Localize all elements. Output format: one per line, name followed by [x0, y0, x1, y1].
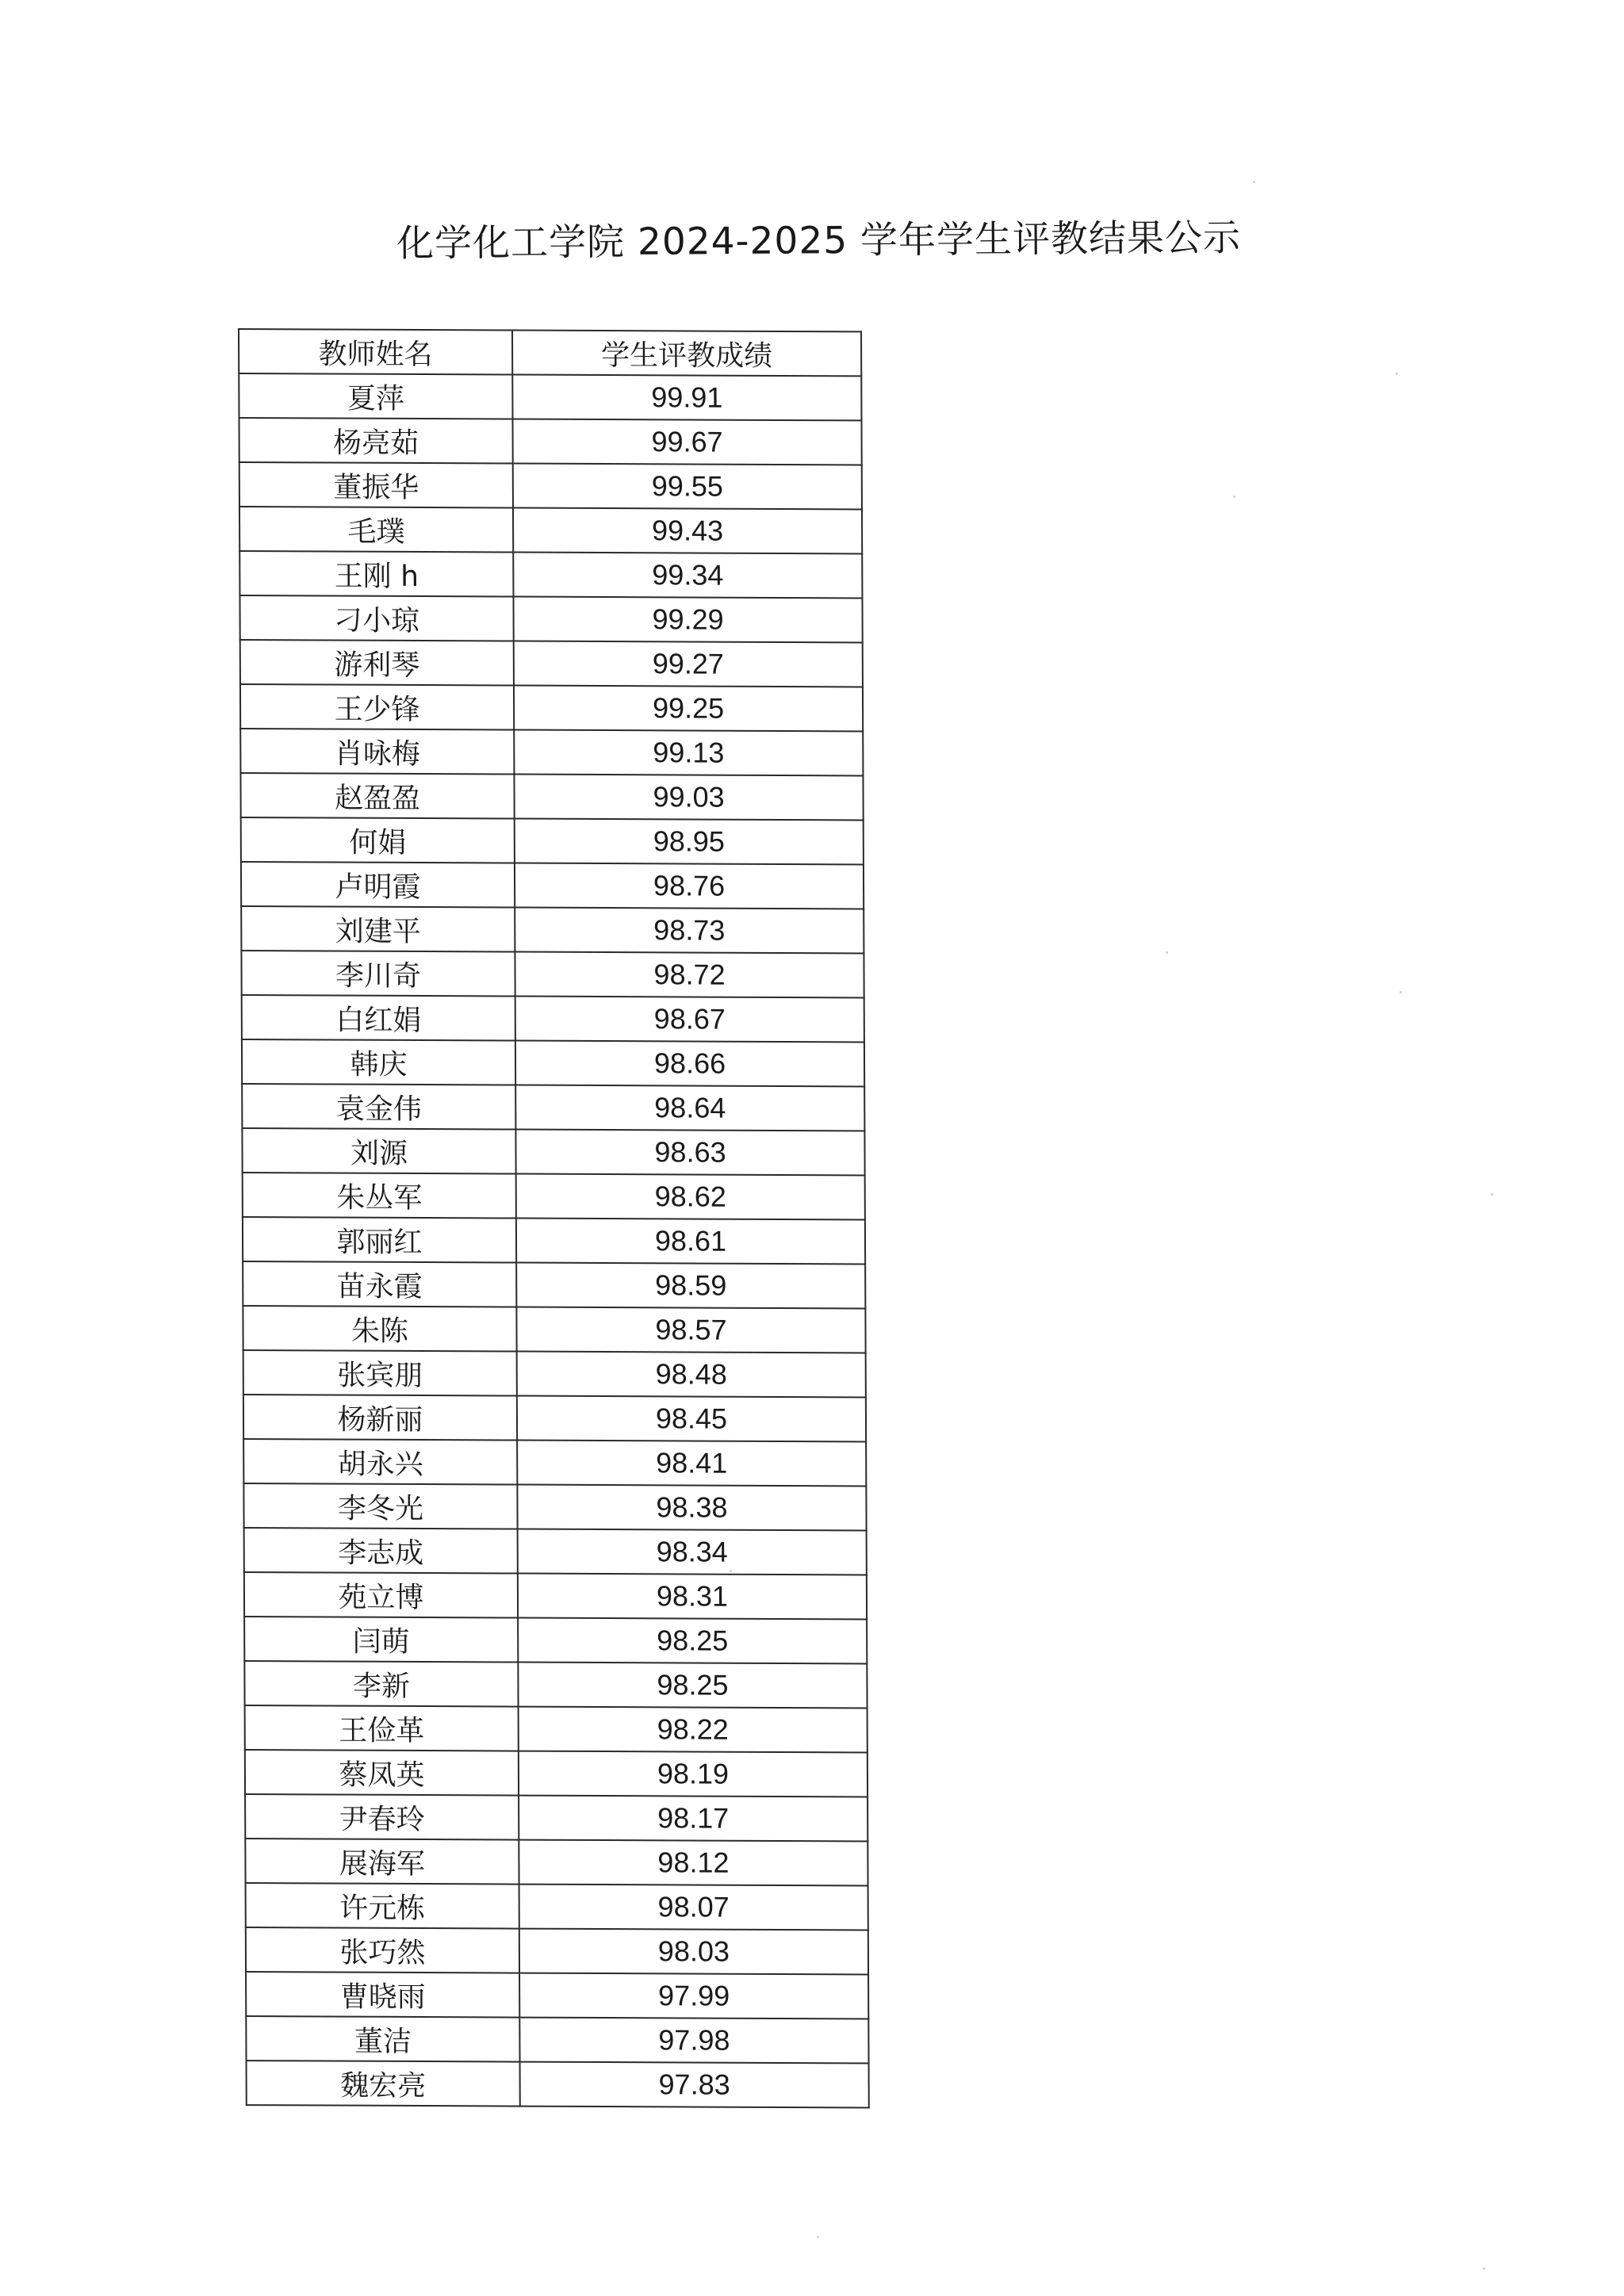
table-row: [243, 1439, 866, 1486]
teacher-name-cell: 卢明霞: [241, 862, 515, 908]
evaluation-score-cell: 97.83: [520, 2062, 869, 2108]
table-row: [242, 995, 864, 1042]
table-row: [244, 1617, 867, 1663]
table-row: [239, 373, 861, 420]
teacher-name-cell: 魏宏亮: [247, 2061, 520, 2107]
evaluation-score-cell: 98.72: [515, 952, 864, 998]
evaluation-score-cell: 98.22: [519, 1707, 868, 1753]
table-row: [239, 462, 862, 509]
table-row: [242, 1128, 864, 1175]
teacher-name-cell: 刁小琼: [239, 595, 513, 641]
teacher-name-cell: 苑立博: [244, 1572, 518, 1618]
evaluation-score-cell: 99.03: [514, 775, 863, 821]
evaluation-score-cell: 98.12: [519, 1840, 868, 1886]
evaluation-score-cell: 98.66: [515, 1041, 864, 1087]
evaluation-score-cell: 98.57: [516, 1307, 865, 1353]
header-evaluation-score: 学生评教成绩: [512, 331, 861, 377]
table-row: [241, 906, 864, 953]
teacher-name-cell: 夏萍: [239, 373, 512, 419]
evaluation-score-cell: 98.17: [519, 1796, 868, 1842]
scan-speck: [1253, 181, 1255, 183]
table-row: [244, 1661, 867, 1708]
scan-speck: [1491, 1193, 1493, 1196]
evaluation-score-cell: 99.27: [514, 641, 863, 687]
scan-speck: [1483, 2267, 1485, 2270]
teacher-name-cell: 朱陈: [243, 1306, 516, 1352]
teacher-name-cell: 郭丽红: [243, 1217, 516, 1263]
teacher-name-cell: 李川奇: [241, 951, 515, 997]
evaluation-score-cell: 99.29: [513, 597, 862, 643]
table-row: [239, 418, 861, 465]
table-row: [243, 1350, 866, 1397]
evaluation-score-cell: 99.13: [514, 730, 863, 776]
table-row: [241, 817, 864, 864]
evaluation-score-cell: 98.64: [515, 1085, 864, 1131]
teacher-name-cell: 胡永兴: [243, 1439, 517, 1485]
evaluation-score-cell: 99.91: [512, 375, 861, 421]
scan-speck: [1400, 991, 1402, 993]
table-row: [240, 684, 863, 731]
evaluation-score-cell: 98.45: [517, 1396, 866, 1442]
teacher-name-cell: 苗永霞: [243, 1261, 516, 1307]
table-row: [243, 1173, 865, 1219]
table-row: [242, 1039, 864, 1086]
evaluation-score-cell: 98.59: [516, 1263, 865, 1309]
evaluation-score-cell: 98.61: [516, 1219, 865, 1265]
teacher-name-cell: 游利琴: [240, 640, 514, 686]
evaluation-score-cell: 98.76: [515, 863, 864, 909]
table-row: [239, 551, 862, 598]
evaluation-score-cell: 97.99: [519, 1973, 868, 2019]
teacher-name-cell: 白红娟: [242, 995, 515, 1041]
evaluation-score-cell: 97.98: [519, 2018, 868, 2064]
table-row: [246, 1883, 868, 1930]
scan-speck: [730, 1570, 732, 1572]
document-title: 化学化工学院 2024-2025 学年学生评教结果公示: [396, 216, 1242, 266]
table-row: [246, 1927, 868, 1974]
table-row: [245, 1705, 868, 1752]
teacher-name-cell: 董洁: [246, 2016, 519, 2062]
evaluation-score-cell: 99.34: [513, 553, 862, 599]
teacher-name-cell: 肖咏梅: [240, 729, 514, 775]
evaluation-score-cell: 98.03: [519, 1929, 868, 1975]
teacher-name-cell: 蔡凤英: [245, 1750, 519, 1796]
teacher-name-cell: 韩庆: [242, 1039, 515, 1085]
evaluation-score-cell: 99.43: [513, 508, 862, 554]
scan-speck: [1396, 373, 1398, 375]
table-row: [243, 1217, 865, 1264]
table-row: [247, 2061, 869, 2107]
scan-speck: [1233, 496, 1235, 498]
table-row: [243, 1261, 865, 1308]
evaluation-score-cell: 98.07: [519, 1885, 868, 1931]
teacher-name-cell: 杨亮茹: [239, 418, 512, 464]
table-row: [245, 1750, 868, 1797]
scan-speck: [817, 2236, 819, 2238]
table-row: [243, 1395, 866, 1441]
evaluation-score-cell: 98.25: [518, 1663, 867, 1709]
table-row: [246, 1972, 868, 2019]
evaluation-score-cell: 98.62: [516, 1174, 865, 1220]
evaluation-score-cell: 99.67: [512, 419, 861, 465]
table-row: [242, 1084, 864, 1131]
evaluation-score-cell: 98.31: [518, 1574, 867, 1620]
teacher-name-cell: 刘源: [242, 1128, 515, 1174]
teacher-name-cell: 王俭革: [245, 1705, 519, 1751]
teacher-name-cell: 李冬光: [243, 1483, 517, 1529]
table-row: [245, 1839, 868, 1885]
teacher-name-cell: 李新: [244, 1661, 518, 1707]
table-header-row: [239, 329, 861, 376]
table-row: [240, 729, 863, 775]
teacher-name-cell: 李志成: [244, 1528, 518, 1574]
evaluation-score-cell: 98.38: [517, 1485, 866, 1531]
teacher-name-cell: 刘建平: [241, 906, 515, 952]
table-row: [241, 951, 864, 997]
table-row: [239, 595, 862, 642]
teacher-name-cell: 曹晓雨: [246, 1972, 519, 2018]
teacher-name-cell: 尹春玲: [245, 1794, 519, 1840]
evaluation-score-cell: 98.67: [515, 997, 864, 1043]
table-row: [245, 1794, 868, 1841]
evaluation-score-cell: 98.41: [517, 1441, 866, 1487]
header-teacher-name: 教师姓名: [239, 329, 512, 375]
evaluation-score-cell: 98.95: [515, 819, 864, 865]
evaluation-score-cell: 99.25: [514, 686, 863, 732]
teacher-name-cell: 毛璞: [239, 507, 513, 553]
table-body: [239, 373, 869, 2107]
evaluation-score-cell: 99.55: [513, 464, 862, 510]
table-row: [240, 773, 863, 820]
teacher-name-cell: 张巧然: [246, 1927, 519, 1973]
table-row: [239, 507, 862, 553]
evaluation-score-cell: 98.25: [518, 1618, 867, 1664]
teacher-name-cell: 杨新丽: [243, 1395, 517, 1441]
teacher-name-cell: 许元栋: [246, 1883, 519, 1929]
evaluation-score-cell: 98.73: [515, 908, 864, 954]
table-row: [243, 1306, 865, 1353]
table-row: [244, 1572, 867, 1619]
evaluation-score-cell: 98.34: [518, 1529, 867, 1575]
teacher-name-cell: 赵盈盈: [240, 773, 514, 819]
teacher-name-cell: 王刚 h: [239, 551, 513, 597]
teacher-name-cell: 王少锋: [240, 684, 514, 730]
teacher-name-cell: 张宾朋: [243, 1350, 517, 1396]
scan-speck: [1166, 951, 1168, 954]
table-row: [240, 640, 863, 687]
table-row: [241, 862, 864, 909]
table-row: [244, 1528, 867, 1575]
evaluation-table: [238, 328, 870, 2108]
evaluation-score-cell: 98.63: [515, 1130, 864, 1176]
table-row: [243, 1483, 866, 1530]
teacher-name-cell: 朱丛军: [243, 1173, 516, 1219]
teacher-name-cell: 何娟: [241, 817, 515, 863]
evaluation-table-wrapper: [238, 328, 870, 2108]
teacher-name-cell: 闫萌: [244, 1617, 518, 1663]
teacher-name-cell: 董振华: [239, 462, 513, 508]
teacher-name-cell: 袁金伟: [242, 1084, 515, 1130]
evaluation-score-cell: 98.48: [517, 1352, 866, 1398]
table-row: [246, 2016, 868, 2063]
teacher-name-cell: 展海军: [245, 1839, 519, 1885]
evaluation-score-cell: 98.19: [519, 1751, 868, 1797]
